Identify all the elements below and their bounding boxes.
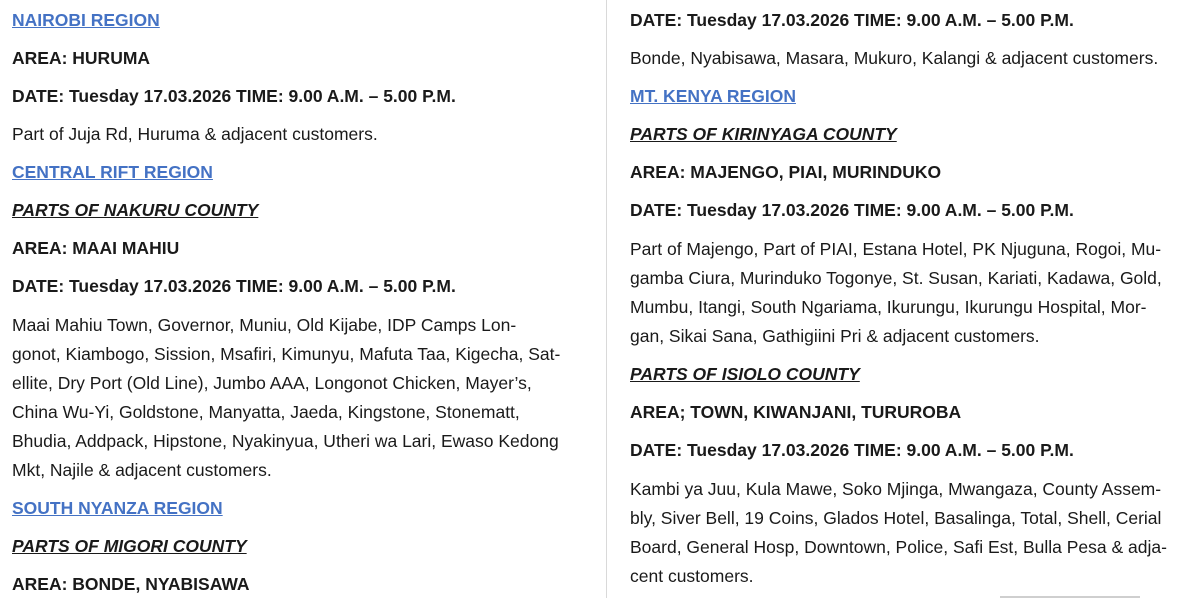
desc-line: Part of Majengo, Part of PIAI, Estana Hotel, PK Njuguna, Rogoi, Mu- [630, 239, 1162, 259]
desc-line: Kambi ya Juu, Kula Mawe, Soko Mjinga, Mwangaza, County Assem- [630, 479, 1162, 499]
desc-line: gan, Sikai Sana, Gathigiini Pri & adjacent customers. [630, 326, 1040, 346]
county-heading-kirinyaga: PARTS OF KIRINYAGA COUNTY [630, 124, 897, 144]
right-column [630, 0, 1186, 598]
desc-line: gamba Ciura, Murinduko Togonye, St. Susan, Kariati, Kadawa, Gold, [630, 268, 1162, 288]
date-majengo: DATE: Tuesday 17.03.2026 TIME: 9.00 A.M. – 5.00 P.M. [630, 200, 1074, 220]
area-bonde: AREA: BONDE, NYABISAWA [12, 574, 250, 594]
date-isiolo: DATE: Tuesday 17.03.2026 TIME: 9.00 A.M. – 5.00 P.M. [630, 440, 1074, 460]
region-heading-south-nyanza[interactable]: SOUTH NYANZA REGION [12, 498, 223, 518]
desc-line: Maai Mahiu Town, Governor, Muniu, Old Kijabe, IDP Camps Lon- [12, 315, 517, 335]
county-heading-nakuru: PARTS OF NAKURU COUNTY [12, 200, 259, 220]
area-huruma: AREA: HURUMA [12, 48, 151, 68]
region-heading-mt-kenya[interactable]: MT. KENYA REGION [630, 86, 796, 106]
desc-line: bly, Siver Bell, 19 Coins, Glados Hotel, Basalinga, Total, Shell, Cerial [630, 508, 1162, 528]
region-heading-nairobi[interactable]: NAIROBI REGION [12, 10, 160, 30]
date-maai-mahiu: DATE: Tuesday 17.03.2026 TIME: 9.00 A.M. – 5.00 P.M. [12, 276, 456, 296]
desc-line: Bhudia, Addpack, Hipstone, Nyakinyua, Utheri wa Lari, Ewaso Kedong [12, 431, 559, 451]
desc-majengo [630, 235, 1162, 351]
date-huruma: DATE: Tuesday 17.03.2026 TIME: 9.00 A.M. – 5.00 P.M. [12, 86, 456, 106]
county-heading-isiolo: PARTS OF ISIOLO COUNTY [630, 364, 860, 384]
column-divider [606, 0, 607, 598]
county-heading-migori: PARTS OF MIGORI COUNTY [12, 536, 247, 556]
area-majengo: AREA: MAJENGO, PIAI, MURINDUKO [630, 162, 942, 182]
desc-line: gonot, Kiambogo, Sission, Msafiri, Kimunyu, Mafuta Taa, Kigecha, Sat- [12, 344, 561, 364]
desc-line: Board, General Hosp, Downtown, Police, Safi Est, Bulla Pesa & adja- [630, 537, 1167, 557]
area-maai-mahiu: AREA: MAAI MAHIU [12, 238, 180, 258]
area-isiolo: AREA; TOWN, KIWANJANI, TURUROBA [630, 402, 962, 422]
desc-line: ellite, Dry Port (Old Line), Jumbo AAA, Longonot Chicken, Mayer’s, [12, 373, 532, 393]
desc-line: cent customers. [630, 566, 754, 586]
date-bonde: DATE: Tuesday 17.03.2026 TIME: 9.00 A.M. – 5.00 P.M. [630, 10, 1074, 30]
region-heading-central-rift[interactable]: CENTRAL RIFT REGION [12, 162, 213, 182]
desc-bonde: Bonde, Nyabisawa, Masara, Mukuro, Kalangi & adjacent customers. [630, 48, 1159, 68]
desc-line: Mkt, Najile & adjacent customers. [12, 460, 272, 480]
desc-isiolo [630, 475, 1167, 591]
desc-line: Mumbu, Itangi, South Ngariama, Ikurungu, Ikurungu Hospital, Mor- [630, 297, 1147, 317]
left-column [12, 0, 586, 598]
desc-maai-mahiu [12, 311, 560, 485]
desc-huruma: Part of Juja Rd, Huruma & adjacent customers. [12, 124, 378, 144]
desc-line: China Wu-Yi, Goldstone, Manyatta, Jaeda, Kingstone, Stonematt, [12, 402, 520, 422]
